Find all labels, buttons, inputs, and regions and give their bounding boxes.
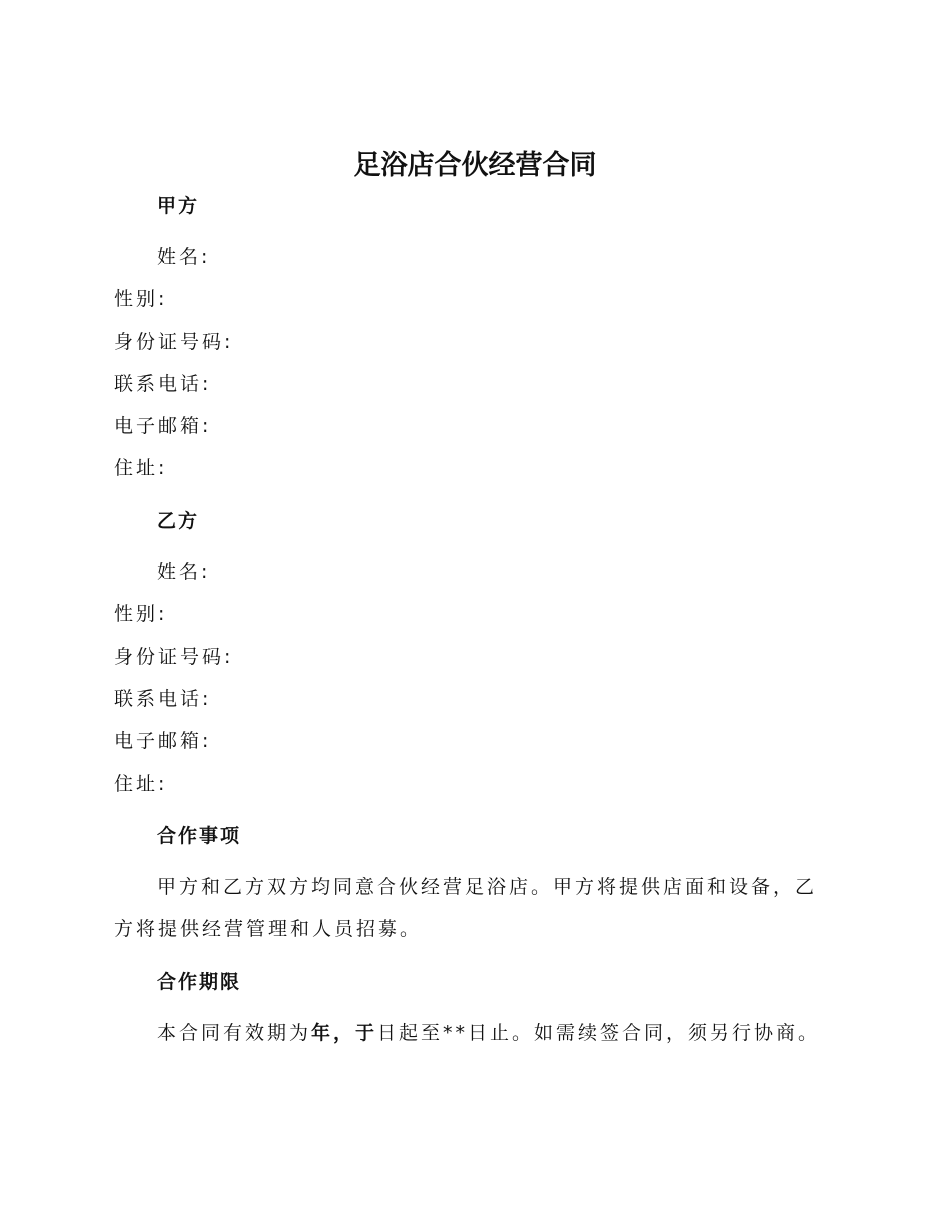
cooperation-body: 甲方和乙方双方均同意合伙经营足浴店。甲方将提供店面和设备，乙方将提供经营管理和人员招募。 xyxy=(114,876,818,940)
party-a-gender-label: 性别: xyxy=(114,288,168,310)
party-a-name-label: 姓名: xyxy=(157,246,211,268)
term-body-bold: 年，于 xyxy=(311,1022,378,1044)
party-a-id-label: 身份证号码: xyxy=(114,331,234,353)
party-b-name-label: 姓名: xyxy=(157,561,211,583)
cooperation-heading: 合作事项 xyxy=(157,825,242,847)
term-body xyxy=(114,1012,836,1054)
party-b-gender-label: 性别: xyxy=(114,603,168,625)
party-b-phone-label: 联系电话: xyxy=(114,688,212,710)
party-b-heading: 乙方 xyxy=(157,510,200,532)
party-a-heading: 甲方 xyxy=(157,195,200,217)
party-b-address-label: 住址: xyxy=(114,773,168,795)
party-a-email-label: 电子邮箱: xyxy=(114,415,212,437)
document-title: 足浴店合伙经营合同 xyxy=(353,150,597,181)
term-body-part2: 日起至**日止。如需续签合同，须另行协商。 xyxy=(377,1022,821,1044)
party-a-address-label: 住址: xyxy=(114,457,168,479)
term-body-part1: 本合同有效期为 xyxy=(157,1022,312,1044)
party-b-id-label: 身份证号码: xyxy=(114,646,234,668)
party-a-phone-label: 联系电话: xyxy=(114,373,212,395)
term-heading: 合作期限 xyxy=(157,971,242,993)
party-b-email-label: 电子邮箱: xyxy=(114,730,212,752)
